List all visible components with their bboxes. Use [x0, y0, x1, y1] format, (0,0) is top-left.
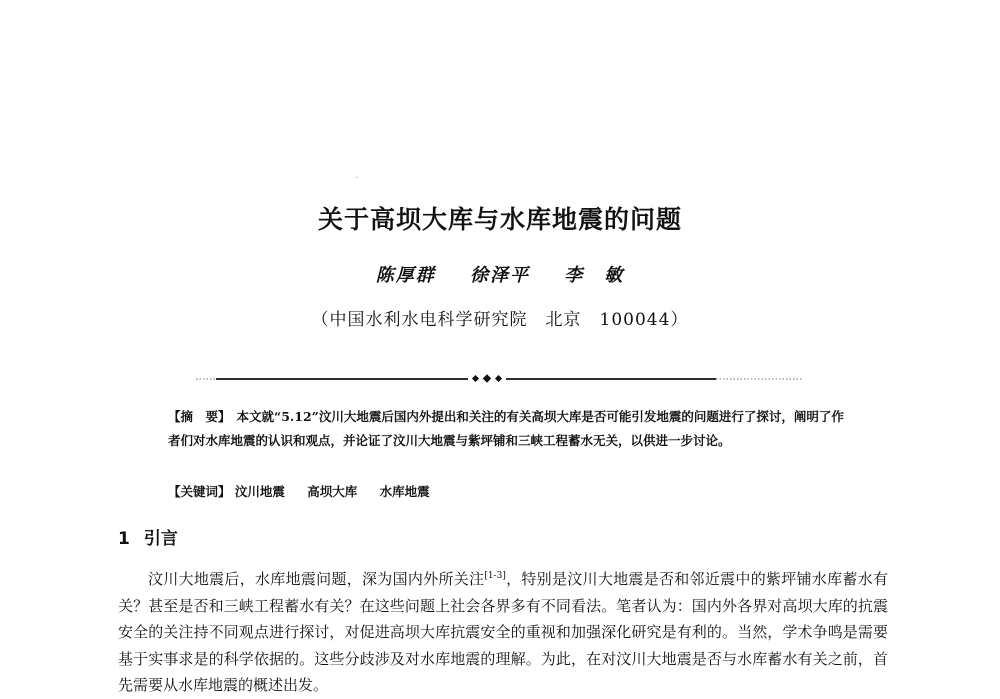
abstract-label: 【摘 要】: [168, 409, 231, 424]
author: 李 敏: [564, 265, 625, 286]
keywords: [168, 482, 848, 500]
body-paragraph: [118, 563, 888, 699]
author-list: [0, 261, 1000, 287]
section-title: 引言: [143, 529, 178, 549]
keywords-label: 【关键词】: [168, 484, 231, 499]
section-number: 1: [118, 529, 130, 549]
affiliation: （中国水利水电科学研究院 北京 100044）: [311, 310, 689, 330]
body-text-part1: 汶川大地震后，水库地震问题，深为国内外所关注: [148, 570, 485, 588]
keyword: 高坝大库: [307, 484, 358, 499]
body-text-part2: ，特别是汶川大地震是否和邻近震中的紫坪铺水库蓄水有关？甚至是否和三峡工程蓄水有关？在这些问题上社会各界多有不同看法。笔者认为：国内外各界对高坝大库的抗震安全的关注持不同观点进行探讨，对促进高坝大库抗震安全的重视和加强深化研究是有利的。当然，学术争鸣是需要基于实事求是的科学依据的。这些分歧涉及对水库地震的理解。为此，在对汶川大地震是否与水库蓄水有关之前，首先需要从水库地震的概述出发。: [118, 570, 888, 694]
abstract-text: 本文就“5.12”汶川大地震后国内外提出和关注的有关高坝大库是否可能引发地震的问题进行了探讨，阐明了作者们对水库地震的认识和观点，并论证了汶川大地震与紫坪铺和三峡工程蓄水无关，以供进一步讨论。: [168, 409, 844, 448]
scan-speck: [356, 177, 358, 178]
author: 徐泽平: [470, 265, 530, 286]
citation: [1-3]: [484, 571, 506, 581]
abstract: [168, 405, 848, 453]
keyword: 汶川地震: [234, 484, 285, 499]
paper-title: 关于高坝大库与水库地震的问题: [317, 205, 682, 234]
ornamental-divider: [196, 374, 802, 384]
section-heading: [118, 524, 178, 549]
keyword: 水库地震: [379, 484, 430, 499]
author: 陈厚群: [375, 265, 436, 286]
